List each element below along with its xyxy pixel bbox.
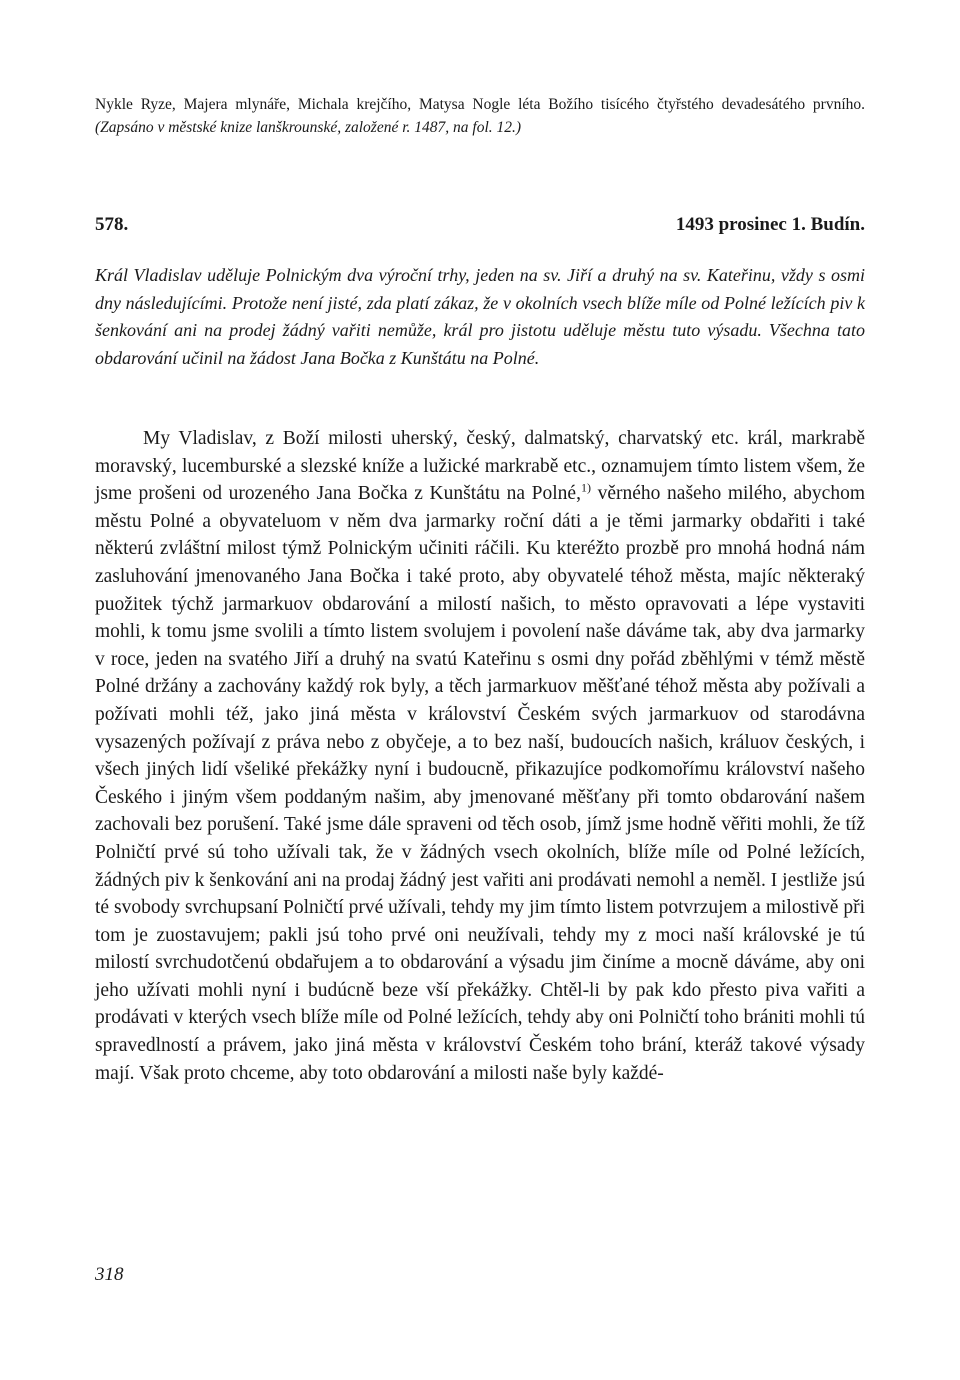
document-date-place: 1493 prosinec 1. Budín. — [675, 214, 865, 235]
previous-document-text: Nykle Ryze, Majera mlynáře, Michala krejčího, Matysa Nogle léta Božího tisícého čtyřstého devadesátého prvního. — [95, 96, 865, 113]
page-number: 318 — [95, 1264, 124, 1285]
document-regest: Král Vladislav uděluje Polnickým dva výroční trhy, jeden na sv. Jiří a druhý na sv. Kateřinu, vždy s osmi dny následujícími. Protože není jisté, zda platí zákaz, že v okolních vsech blíže míle od Polné ležících piv k šenkování ani na prodej žádný vařiti nemůže, král pro jistotu uděluje městu tuto výsadu. Všechna tato obdarování učinil na žádost Jana Bočka z Kunštátu na Polné. — [95, 265, 865, 368]
document-number: 578. — [95, 214, 129, 235]
previous-document-note: (Zapsáno v městské knize lanškrounské, založené r. 1487, na fol. 12.) — [95, 119, 522, 136]
document-page — [95, 0, 865, 1380]
document-body — [95, 425, 865, 1087]
body-text-part-2: věrného našeho milého, abychom městu Polné a obyvateluom v něm dva jarmarky roční dáti a je těmi jarmarky obdařiti i také některú zvláštní milost týmž Polnickým učiniti ráčili. Ku kteréžto prozbě pro mnohá hodná nám zasluhování jmenovaného Jana Bočka i také proto, aby obyvatelé téhož města, majíc některaký puožitek týchž jarmarkuov obdarování a milostí našich, to město opravovati a lépe vystaviti mohli, k tomu jsme svolili a tímto listem svolujem i povolení naše dáváme tak, aby dva jarmarky v roce, jeden na svatého Jiří a druhý na svatú Kateřinu s osmi dny pořád zběhlými v témž městě Polné držány a zachovány každý rok byly, a těch jarmarkuov měšťané téhož města aby požívali a požívati mohli též, jako jiná města v království Českém svých jarmarkuov od starodávna vysazených požívají z práva nebo z obyčeje, a to bez naší, budoucích našich, králuov českých, i všech jiných lidí všeliké překážky nyní i budoucně, přikazujíce podkomořímu království našeho Českého i jiným všem poddaným našim, aby jmenované měšťany při tomto obdarování našem zachovali bez porušení. Také jsme dále spraveni od těch osob, jímž jsme hodně věřiti mohli, že tíž Polničtí prvé sú toho užívali tak, že v žádných vsech okolních, blíže míle od Polné ležících, žádných piv k šenkování ani na prodaj žádný jest vařiti ani prodávati nemohl a neměl. I jestliže jsú té svobody svrchupsaní Polničtí prvé užívali, tehdy my jim tímto listem potvrzujem a milostivě při tom je zuostavujem; pakli jsú toho prvé oni neužívali, tehdy my z moci naší královské je tú milostí svrchudotčenú obdařujem a to obdarování a výsadu jim činíme a mocně dáváme, aby oni jeho užívati mohli nyní i budúcně beze vší překážky. Chtěl-li by pak kdo přesto piva vařiti a prodávati v kterých vsech blíže míle od Polné ležících, tehdy aby oni Polničtí toho brániti mohli tú spravedlností a právem, jako jiná města v království Českém toho brání, kteráž takové výsady mají. Však proto chceme, aby toto obdarování a milosti naše byly každé- — [95, 483, 866, 1084]
body-text-part-1: My Vladislav, z Boží milosti uherský, český, dalmatský, charvatský etc. král, markrabě moravský, lucemburské a slezské kníže a lužické markrabě etc., oznamujem tímto listem všem, že jsme prošeni od urozeného Jana Bočka z Kunštátu na Polné, — [95, 428, 865, 505]
footnote-reference: 1) — [580, 480, 591, 495]
previous-document-ending — [95, 93, 865, 139]
document-header — [95, 214, 865, 242]
